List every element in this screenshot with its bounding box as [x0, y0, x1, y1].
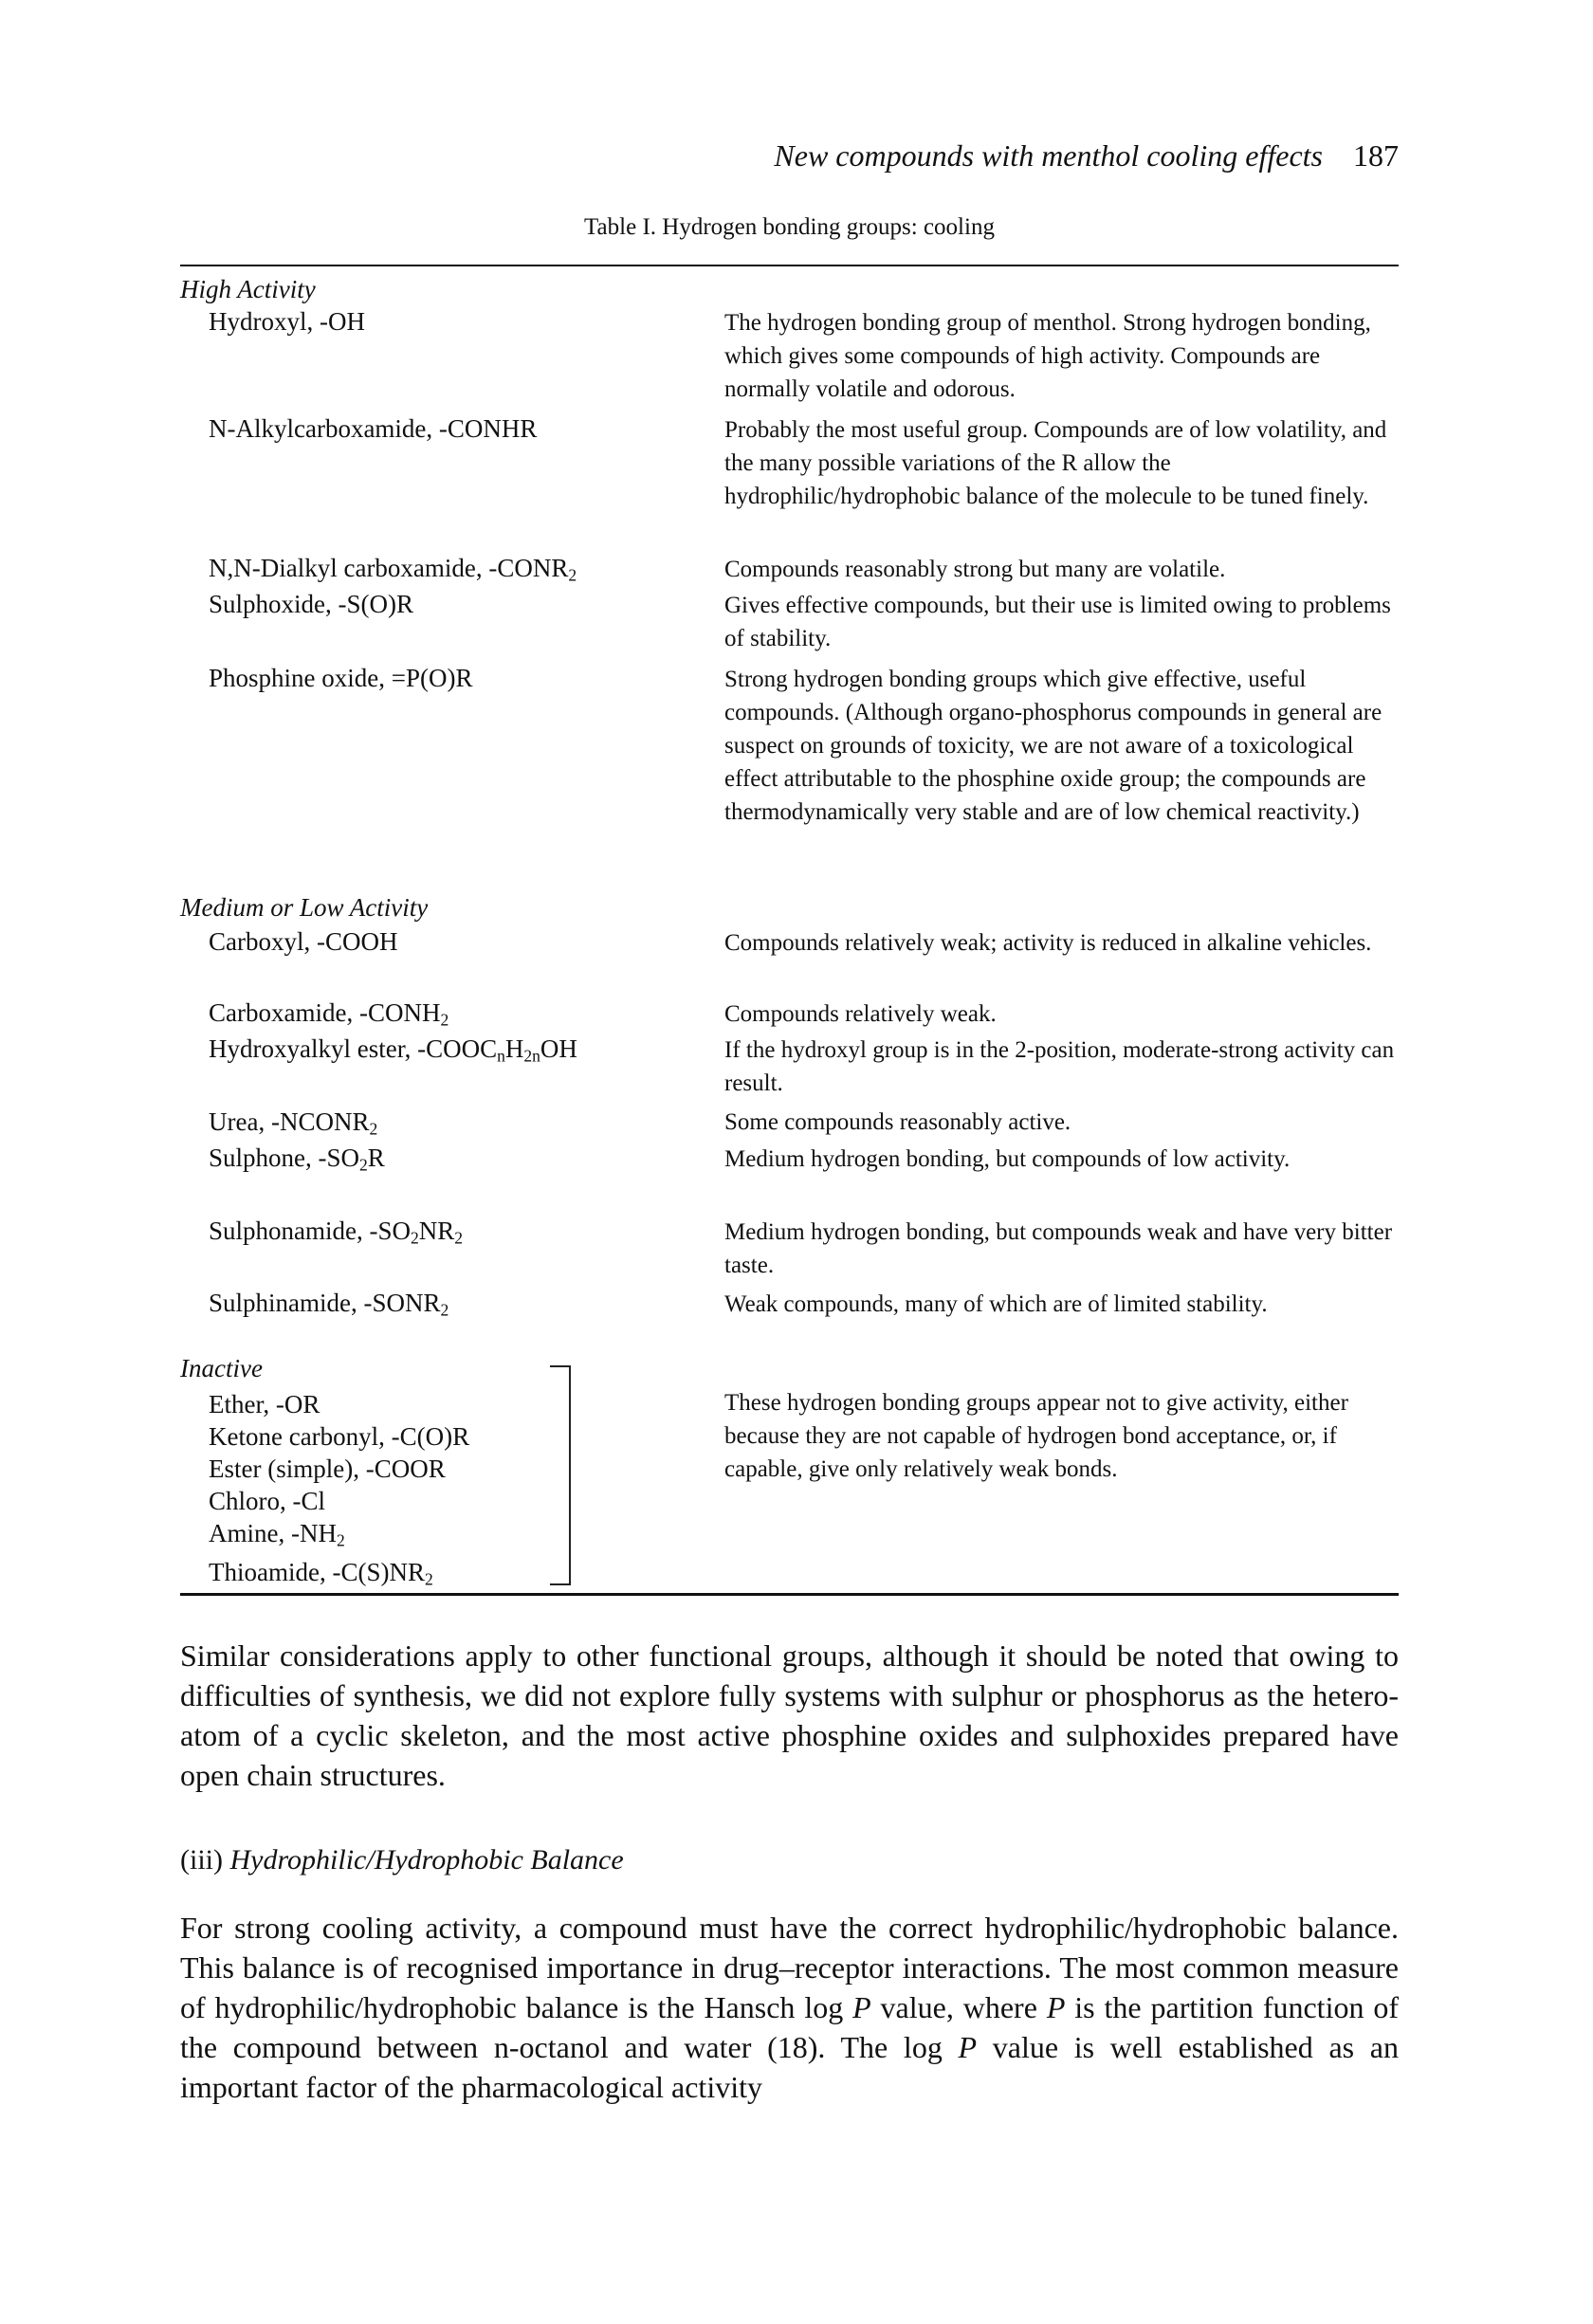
paragraph-balance: For strong cooling activity, a compound must have the correct hydrophilic/hydrophobic balance. This balance is of recognised importance in drug–receptor interactions. The most common measure of hydrophilic/hydrophobic balance is the Hansch log P value, where P is the partition function of the compound between n-octanol and water (18). The log P value is well established as an important factor of the pharmacological activity	[180, 1911, 1400, 2104]
inactive-group: Ether, -OR	[209, 1390, 320, 1418]
table-label: Table I.	[584, 214, 657, 240]
group-n-alkylcarboxamide: N-Alkylcarboxamide, -CONHR	[209, 414, 538, 443]
inactive-bracket	[548, 1365, 571, 1585]
section-title: Hydrophilic/Hydrophobic Balance	[229, 1844, 624, 1876]
running-header	[180, 138, 1399, 174]
table-top-rule	[180, 265, 1399, 266]
desc-hydroxyl: The hydrogen bonding group of menthol. Strong hydrogen bonding, which gives some compounds of high activity. Compounds are normally volatile and odorous.	[724, 310, 1371, 402]
category-inactive: Inactive	[180, 1354, 263, 1382]
category-high-activity: High Activity	[180, 275, 316, 303]
section-heading	[180, 1844, 624, 1876]
group-nn-dialkyl-carboxamide: N,N-Dialkyl carboxamide, $-CONR_2$	[209, 554, 577, 585]
table-caption	[180, 214, 1399, 241]
inactive-group: Ester (simple), -COOR	[209, 1455, 446, 1483]
desc-inactive: These hydrogen bonding groups appear not to give activity, either because they are not capable of hydrogen bond acceptance, or, if capable, give only relatively weak bonds.	[724, 1390, 1348, 1482]
group-sulphinamide: Sulphinamide, $-SONR_2$	[209, 1289, 449, 1320]
table-caption-text: Hydrogen bonding groups: cooling	[662, 214, 995, 240]
desc-urea: Some compounds reasonably active.	[724, 1109, 1071, 1135]
category-medium-low-activity: Medium or Low Activity	[180, 893, 429, 922]
group-urea: Urea, $-NCONR_2$	[209, 1107, 378, 1139]
desc-sulphonamide: Medium hydrogen bonding, but compounds weak and have very bitter taste.	[724, 1219, 1393, 1278]
desc-carboxamide: Compounds relatively weak.	[724, 1001, 997, 1027]
desc-phosphine-oxide: Strong hydrogen bonding groups which give effective, useful compounds. (Although organo-phosphorus compounds in general are suspect on grounds of toxicity, we are not aware of a toxicological effect attributable to the phosphine oxide group; the compounds are thermodynamically very stable and are of low chemical reactivity.)	[724, 667, 1382, 825]
table-bottom-rule	[180, 1593, 1399, 1596]
desc-sulphone: Medium hydrogen bonding, but compounds of low activity.	[724, 1146, 1291, 1172]
desc-sulphoxide: Gives effective compounds, but their use is limited owing to problems of stability.	[724, 593, 1391, 651]
group-sulphone: Sulphone, $-SO_2R$	[209, 1144, 385, 1175]
page-number: 187	[1353, 138, 1399, 173]
desc-sulphinamide: Weak compounds, many of which are of limited stability.	[724, 1291, 1268, 1317]
inactive-group: Ketone carbonyl, -C(O)R	[209, 1422, 470, 1451]
inactive-groups-list	[209, 1388, 469, 1596]
desc-carboxyl: Compounds relatively weak; activity is reduced in alkaline vehicles.	[724, 930, 1372, 956]
group-carboxyl: Carboxyl, -COOH	[209, 927, 398, 956]
group-sulphonamide: Sulphonamide, $-SO_2NR_2$	[209, 1217, 464, 1248]
group-phosphine-oxide: Phosphine oxide, =P(O)R	[209, 664, 473, 692]
inactive-group-amine: Amine, $-NH_2$	[209, 1519, 345, 1550]
desc-hydroxyalkyl-ester: If the hydroxyl group is in the 2-position, moderate-strong activity can result.	[724, 1037, 1395, 1096]
group-carboxamide: Carboxamide, $-CONH_2$	[209, 998, 449, 1030]
inactive-group-thioamide: Thioamide, $-C(S)NR_2$	[209, 1558, 433, 1589]
desc-nn-dialkyl-carboxamide: Compounds reasonably strong but many are volatile.	[724, 557, 1226, 582]
inactive-group: Chloro, -Cl	[209, 1487, 326, 1515]
group-sulphoxide: Sulphoxide, -S(O)R	[209, 590, 413, 618]
group-hydroxyl: Hydroxyl, -OH	[209, 307, 365, 336]
section-number: (iii)	[180, 1844, 223, 1876]
running-title: New compounds with menthol cooling effects	[774, 138, 1323, 173]
desc-n-alkylcarboxamide: Probably the most useful group. Compounds are of low volatility, and the many possible variations of the R allow the hydrophilic/hydrophobic balance of the molecule to be tuned finely.	[724, 417, 1387, 509]
paragraph-considerations: Similar considerations apply to other functional groups, although it should be noted that owing to difficulties of synthesis, we did not explore fully systems with sulphur or phosphorus as the hetero-atom of a cyclic skeleton, and the most active phosphine oxides and sulphoxides prepared have open chain structures.	[180, 1638, 1399, 1792]
group-hydroxyalkyl-ester: Hydroxyalkyl ester, $-COOC_nH_{2n}OH$	[209, 1034, 577, 1066]
